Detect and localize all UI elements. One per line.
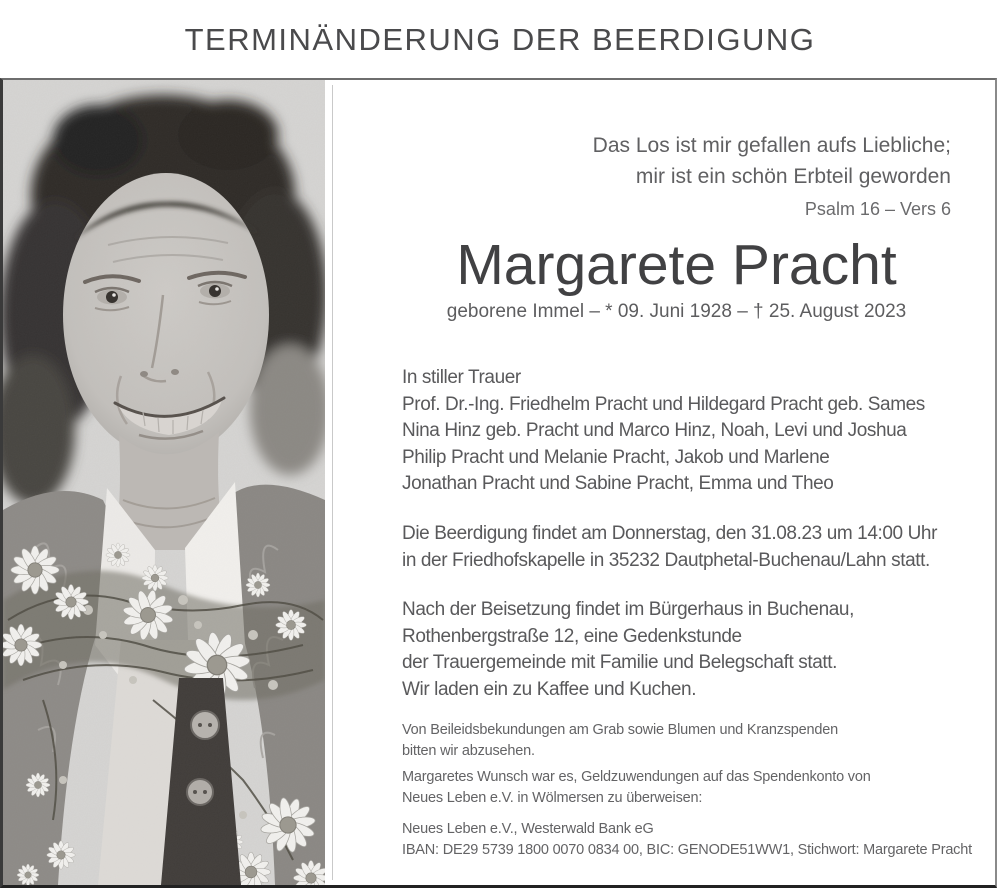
memorial-info-line: Nach der Beisetzung findet im Bürgerhaus in Buchenau, bbox=[402, 599, 854, 620]
page-title: TERMINÄNDERUNG DER BEERDIGUNG bbox=[184, 22, 816, 57]
donation-note-line: Margaretes Wunsch war es, Geldzuwendungen auf das Spendenkonto von bbox=[402, 769, 871, 785]
obituary-card bbox=[0, 78, 997, 888]
quote-line: Das Los ist mir gefallen aufs Liebliche; bbox=[592, 134, 951, 157]
funeral-info-block bbox=[402, 521, 951, 574]
donation-note-line: Neues Leben e.V. in Wölmersen zu überweisen: bbox=[402, 790, 703, 806]
mourner-line: Philip Pracht und Melanie Pracht, Jakob und Marlene bbox=[402, 446, 830, 468]
quote-source: Psalm 16 – Vers 6 bbox=[804, 199, 951, 219]
mourner-line: Jonathan Pracht und Sabine Pracht, Emma und Theo bbox=[402, 473, 834, 494]
deceased-name: Margarete Pracht bbox=[456, 233, 897, 297]
funeral-info-line: Die Beerdigung findet am Donnerstag, den 31.08.23 um 14:00 Uhr bbox=[402, 523, 938, 544]
memorial-info-block bbox=[402, 597, 951, 703]
condolence-note-block bbox=[402, 720, 951, 762]
memorial-info-line: Rothenbergstraße 12, eine Gedenkstunde bbox=[402, 625, 742, 647]
mourner-line: Nina Hinz geb. Pracht und Marco Hinz, Noah, Levi und Joshua bbox=[402, 420, 907, 441]
memorial-info-line: Wir laden ein zu Kaffee und Kuchen. bbox=[402, 678, 697, 700]
memorial-info-line: der Trauergemeinde mit Familie und Belegschaft statt. bbox=[402, 652, 838, 673]
photo-text-divider bbox=[332, 85, 333, 880]
scripture-quote bbox=[402, 130, 951, 192]
condolence-note-line: Von Beileidsbekundungen am Grab sowie Blumen und Kranzspenden bbox=[402, 722, 838, 738]
life-dates: geborene Immel – * 09. Juni 1928 – † 25. August 2023 bbox=[446, 301, 907, 322]
quote-line: mir ist ein schön Erbteil geworden bbox=[635, 165, 951, 188]
donation-note-block bbox=[402, 767, 951, 809]
mourners-block bbox=[402, 365, 951, 498]
portrait-photo-art bbox=[3, 80, 325, 885]
condolence-note-line: bitten wir abzusehen. bbox=[402, 743, 535, 759]
bank-details-line: IBAN: DE29 5739 1800 0070 0834 00, BIC: GENODE51WW1, Stichwort: Margarete Pracht bbox=[402, 842, 972, 858]
bank-details-line: Neues Leben e.V., Westerwald Bank eG bbox=[402, 821, 654, 837]
portrait-photo bbox=[3, 80, 325, 885]
funeral-info-line: in der Friedhofskapelle in 35232 Dautphetal-Buchenau/Lahn statt. bbox=[402, 549, 930, 571]
mourning-intro: In stiller Trauer bbox=[402, 367, 521, 388]
mourner-line: Prof. Dr.-Ing. Friedhelm Pracht und Hildegard Pracht geb. Sames bbox=[402, 393, 925, 415]
bank-details-block bbox=[402, 819, 972, 861]
obituary-text-column bbox=[336, 80, 995, 885]
